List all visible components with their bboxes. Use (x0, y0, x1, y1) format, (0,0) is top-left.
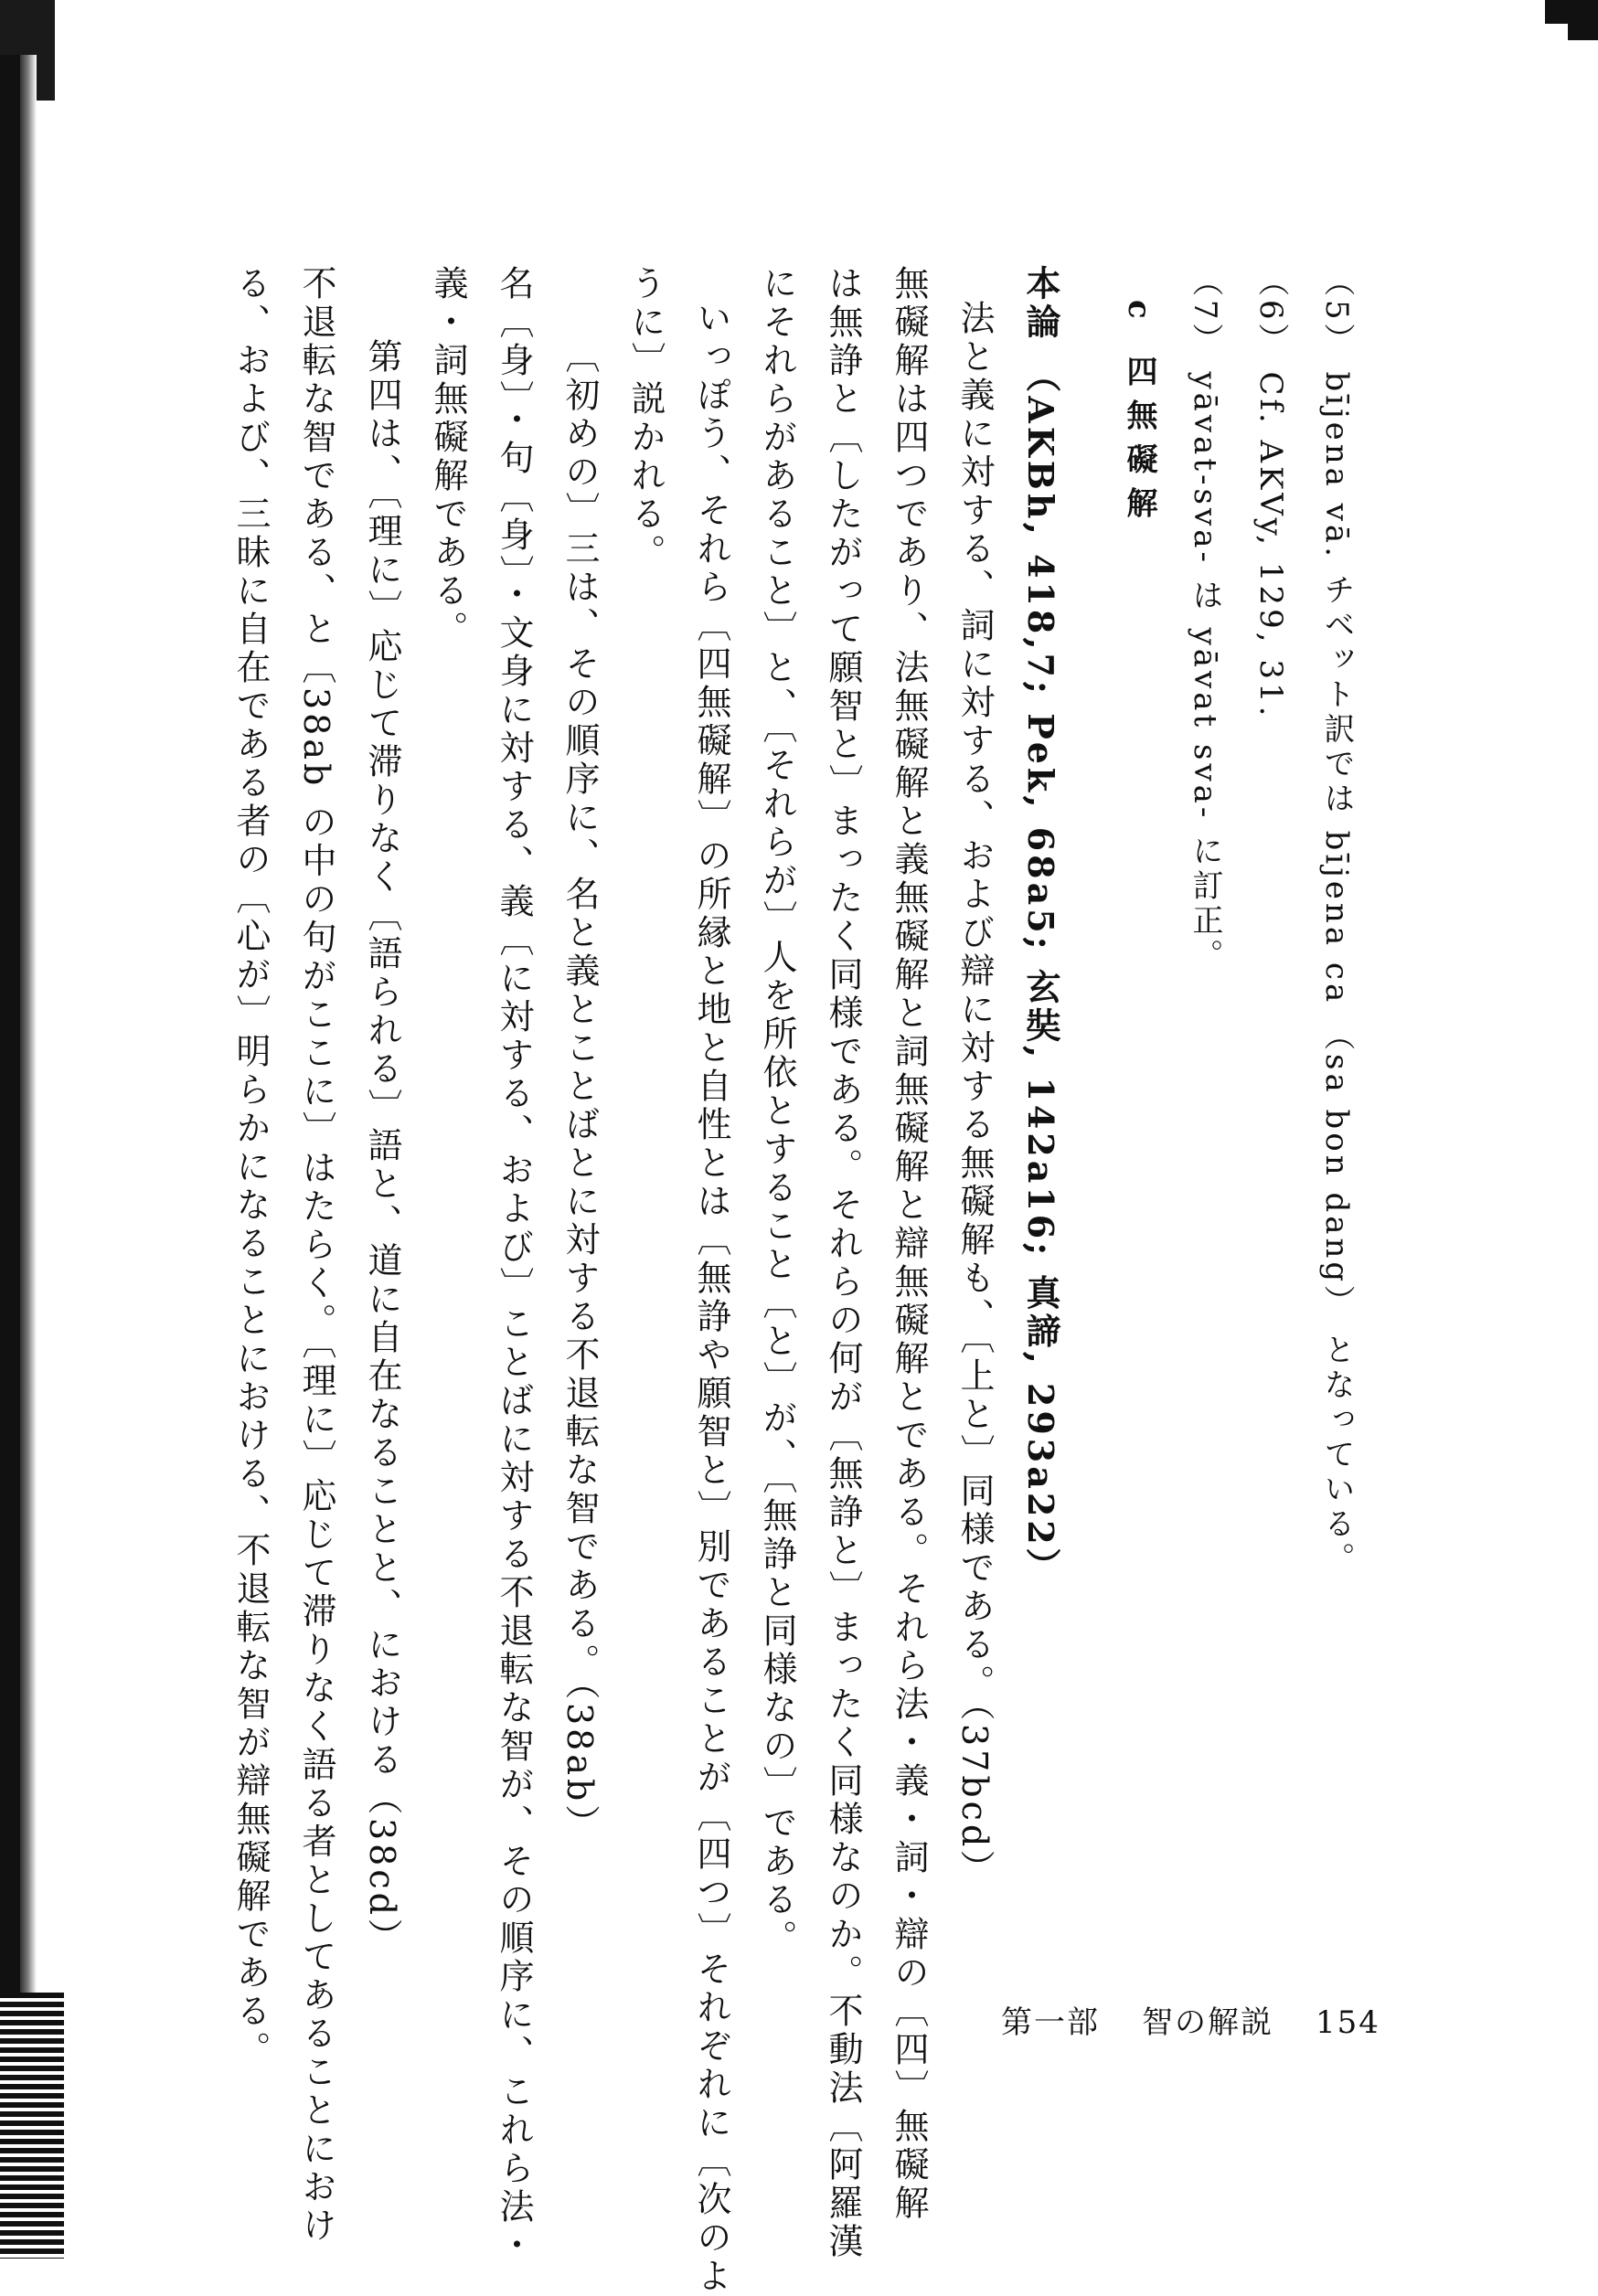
scan-top-blot-2 (1568, 24, 1598, 40)
commentary-line: 名〔身〕・句〔身〕・文身に対する、義〔に対する、および〕ことばに対する不退転な智が、その順序に、これら法・ (494, 265, 534, 2265)
footer-title: 智の解説 (1142, 2004, 1273, 2041)
commentary-line: うに〕説かれる。 (625, 265, 666, 572)
commentary-line: 不退転な智である、と〔38ab の中の句がここに〕はたらく。〔理に〕応じて滞りなく語る者としてあることにおけ (296, 265, 336, 2246)
footnote-7: （7） yāvat-sva- は yāvat sva- に訂正。 (1187, 265, 1223, 974)
scan-left-shadow (20, 55, 37, 2259)
commentary-line: る、および、三昧に自在である者の〔心が〕明らかになることにおける、不退転な智が辯無礙解である。 (230, 265, 271, 2069)
scan-top-blot (1545, 0, 1598, 24)
commentary-line: は無諍と〔したがって願智と〕まったく同様である。それらの何が〔無諍と〕まったく同様なのか。不動法〔阿羅漢 (823, 265, 863, 2261)
commentary-line: 義・詞無礙解である。 (428, 265, 468, 649)
commentary-line: 無礙解は四つであり、法無礙解と義無礙解と詞無礙解と辯無礙解とである。それら法・義・詞・辯の〔四〕無礙解 (889, 265, 929, 2223)
page-number: 154 (1316, 2004, 1380, 2041)
footnote-6: （6） Cf. AKVy, 129, 31. (1252, 265, 1289, 720)
verse-37bcd: 法と義に対する、詞に対する、および辯に対する無礙解も、〔上と〕同様である。（37bcd） (954, 300, 995, 1889)
commentary-line: いっぽう、それら〔四無礙解〕の所縁と地と自性とは〔無諍や願智と〕別であることが〔四つ〕それぞれに〔次のよ (691, 300, 731, 2296)
verse-38ab: 〔初めの〕三は、その順序に、名と義とことばとに対する不退転な智である。（38ab） (559, 338, 600, 1844)
page-footer (1001, 1997, 1380, 2042)
verse-38cd: 第四は、〔理に〕応じて滞りなく〔語られる〕語と、道に自在なることと、における（38cd） (362, 338, 402, 1957)
scan-left-edge (0, 55, 20, 2259)
source-heading: 本論 （AKBh, 418,7; Pek, 68a5; 玄奘, 142a16; 真諦, 293a22） (1020, 265, 1061, 1587)
section-heading: c 四無礙解 (1121, 300, 1157, 531)
commentary-line: にそれらがあること〕と、〔それらが〕人を所依とすること〔と〕が、〔無諍と同様なの〕である。 (757, 265, 797, 1958)
footer-part: 第一部 (1001, 2004, 1100, 2041)
footnote-5: （5） bījena vā. チベット訳では bījena ca （sa bon dang） となっている。 (1318, 265, 1355, 1577)
scan-binding-marks (0, 1993, 64, 2259)
